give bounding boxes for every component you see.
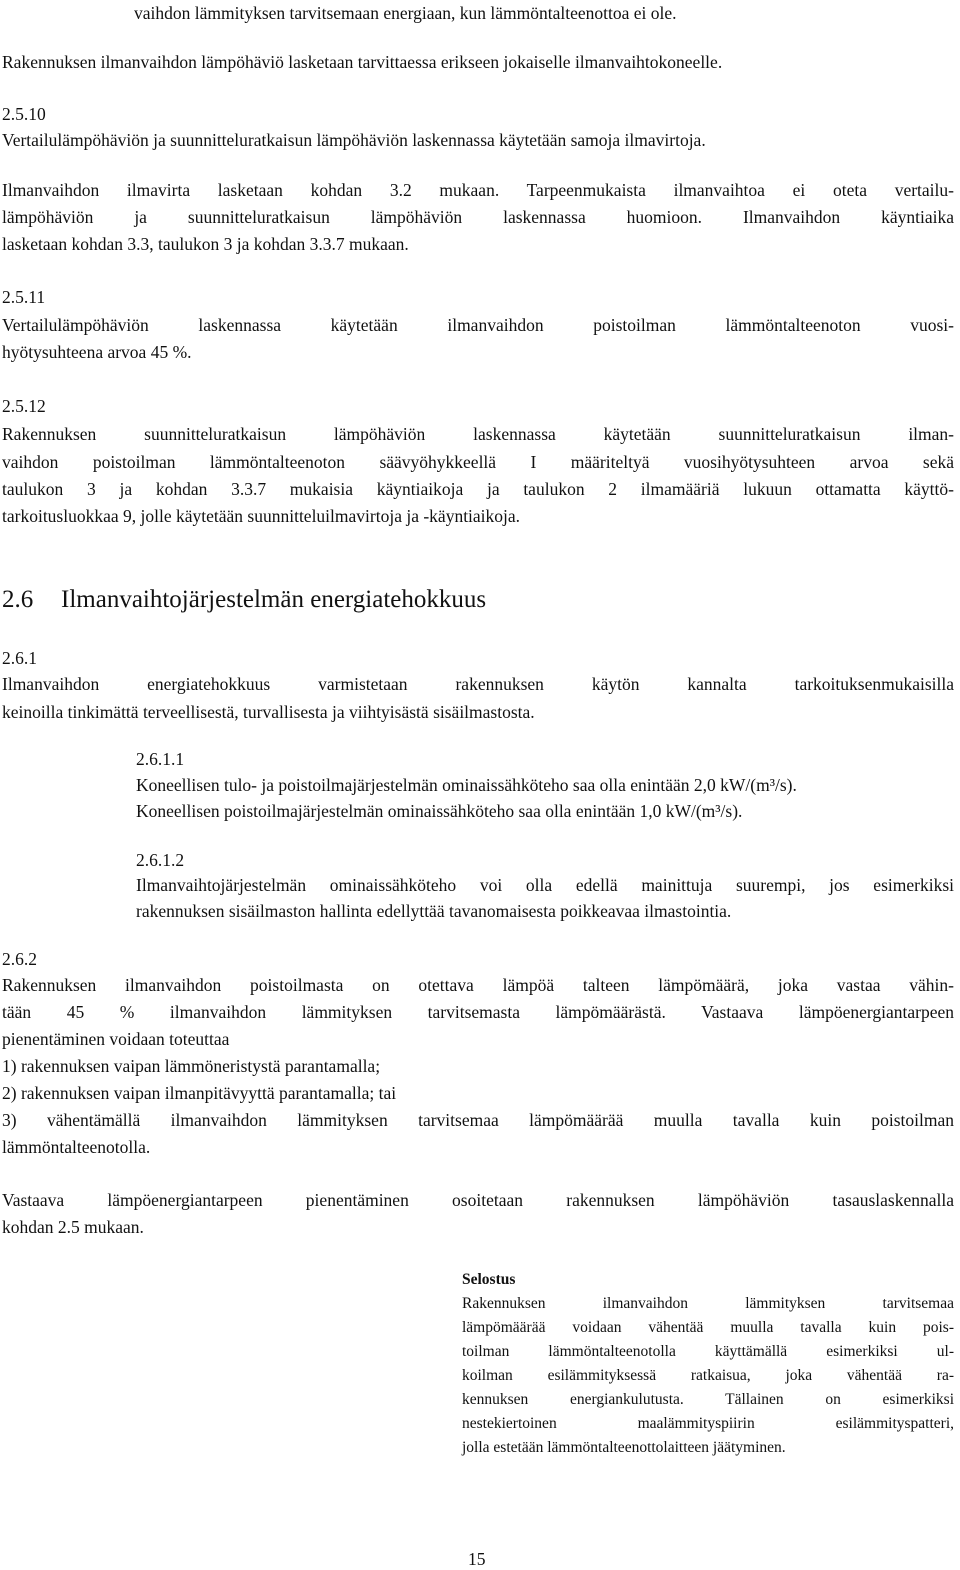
section-2-5-10-line: lämpöhäviön ja suunnitteluratkaisun lämpöhäviön laskennassa huomioon. Ilmanvaihdon käyntiaika (2, 207, 954, 227)
section-2-6-1-1-line: Koneellisen poistoilmajärjestelmän ominaissähköteho saa olla enintään 1,0 kW/(m³/s). (136, 801, 743, 821)
section-number-2-6-2: 2.6.2 (2, 949, 37, 969)
section-number-2-5-11: 2.5.11 (2, 287, 46, 307)
list-item-3: 3) vähentämällä ilmanvaihdon lämmityksen tarvitsemaa lämpömäärää muulla tavalla kuin poistoilman (2, 1110, 954, 1130)
intro-fragment: vaihdon lämmityksen tarvitsemaan energiaan, kun lämmöntalteenottoa ei ole. (134, 3, 677, 23)
section-2-5-10-line: Ilmanvaihdon ilmavirta lasketaan kohdan 3.2 mukaan. Tarpeenmukaista ilmanvaihtoa ei oteta vertailu- (2, 180, 954, 200)
selostus-line: toilman lämmöntalteenotolla käyttämällä esimerkiksi ul- (462, 1343, 954, 1360)
section-2-6-1-line: Ilmanvaihdon energiatehokkuus varmistetaan rakennuksen käytön kannalta tarkoituksenmukaisilla (2, 674, 954, 694)
section-number-2-6-1-2: 2.6.1.2 (136, 850, 185, 870)
section-2-6-2-line: tään 45 % ilmanvaihdon lämmityksen tarvitsemasta lämpömäärästä. Vastaava lämpöenergiantarpeen (2, 1002, 954, 1022)
section-2-5-12-line: Rakennuksen suunnitteluratkaisun lämpöhäviön laskennassa käytetään suunnitteluratkaisun ilman- (2, 424, 954, 444)
heading-number-2-6: 2.6 (2, 586, 34, 613)
section-2-5-11-line: hyötysuhteena arvoa 45 %. (2, 342, 192, 362)
section-2-5-10-line: lasketaan kohdan 3.3, taulukon 3 ja kohdan 3.3.7 mukaan. (2, 234, 409, 254)
section-2-5-12-line: vaihdon poistoilman lämmöntalteenoton säävyöhykkeellä I määriteltyä vuosihyötysuhteen arvoa sekä (2, 452, 954, 472)
selostus-line: Rakennuksen ilmanvaihdon lämmityksen tarvitsemaa (462, 1295, 954, 1312)
list-item-3-continuation: lämmöntalteenotolla. (2, 1137, 151, 1157)
section-2-6-1-1-line: Koneellisen tulo- ja poistoilmajärjestelmän ominaissähköteho saa olla enintään 2,0 kW/(m³/s). (136, 775, 797, 795)
section-number-2-6-1-1: 2.6.1.1 (136, 749, 185, 769)
section-2-5-12-line: taulukon 3 ja kohdan 3.3.7 mukaisia käyntiaikoja ja taulukon 2 ilmamääriä lukuun ottamatta käyttö- (2, 479, 954, 499)
selostus-title: Selostus (462, 1271, 516, 1288)
section-number-2-5-12: 2.5.12 (2, 396, 46, 416)
section-2-6-1-2-line: Ilmanvaihtojärjestelmän ominaissähköteho voi olla edellä mainittuja suurempi, jos esimerkiksi (136, 875, 954, 895)
section-2-6-2-line: pienentäminen voidaan toteuttaa (2, 1029, 230, 1049)
section-2-6-2-followup-line: Vastaava lämpöenergiantarpeen pienentäminen osoitetaan rakennuksen lämpöhäviön tasauslaskennalla (2, 1190, 954, 1210)
intro-sentence: Rakennuksen ilmanvaihdon lämpöhäviö lasketaan tarvittaessa erikseen jokaiselle ilmanvaihtokoneelle. (2, 52, 723, 72)
section-2-5-10-paragraph-1: Vertailulämpöhäviön ja suunnitteluratkaisun lämpöhäviön laskennassa käytetään samoja ilmavirtoja. (2, 130, 706, 150)
selostus-line: jolla estetään lämmöntalteenottolaitteen jäätyminen. (462, 1439, 786, 1456)
selostus-line: kennuksen energiankulutusta. Tällainen on esimerkiksi (462, 1391, 954, 1408)
section-2-6-2-followup-line: kohdan 2.5 mukaan. (2, 1217, 144, 1237)
page-number: 15 (468, 1549, 486, 1569)
selostus-line: koilman esilämmityksessä ratkaisua, joka vähentää ra- (462, 1367, 954, 1384)
section-2-6-1-line: keinoilla tinkimättä terveellisestä, turvallisesta ja viihtyisästä sisäilmastosta. (2, 702, 535, 722)
section-2-5-11-line: Vertailulämpöhäviön laskennassa käytetään ilmanvaihdon poistoilman lämmöntalteenoton vuosi- (2, 315, 954, 335)
heading-title-2-6: Ilmanvaihtojärjestelmän energiatehokkuus (61, 586, 487, 613)
section-number-2-6-1: 2.6.1 (2, 648, 37, 668)
section-2-6-2-line: Rakennuksen ilmanvaihdon poistoilmasta on otettava lämpöä talteen lämpömäärä, joka vastaa vähin- (2, 975, 954, 995)
list-item-1: 1) rakennuksen vaipan lämmöneristystä parantamalla; (2, 1056, 381, 1076)
list-item-2: 2) rakennuksen vaipan ilmanpitävyyttä parantamalla; tai (2, 1083, 397, 1103)
selostus-line: lämpömäärää voidaan vähentää muulla tavalla kuin pois- (462, 1319, 954, 1336)
section-2-6-1-2-line: rakennuksen sisäilmaston hallinta edellyttää tavanomaisesta poikkeavaa ilmastointia. (136, 901, 732, 921)
section-number-2-5-10: 2.5.10 (2, 104, 46, 124)
section-2-5-12-line: tarkoitusluokkaa 9, jolle käytetään suunnitteluilmavirtoja ja -käyntiaikoja. (2, 506, 521, 526)
selostus-line: nestekiertoinen maalämmityspiirin esilämmityspatteri, (462, 1415, 954, 1432)
